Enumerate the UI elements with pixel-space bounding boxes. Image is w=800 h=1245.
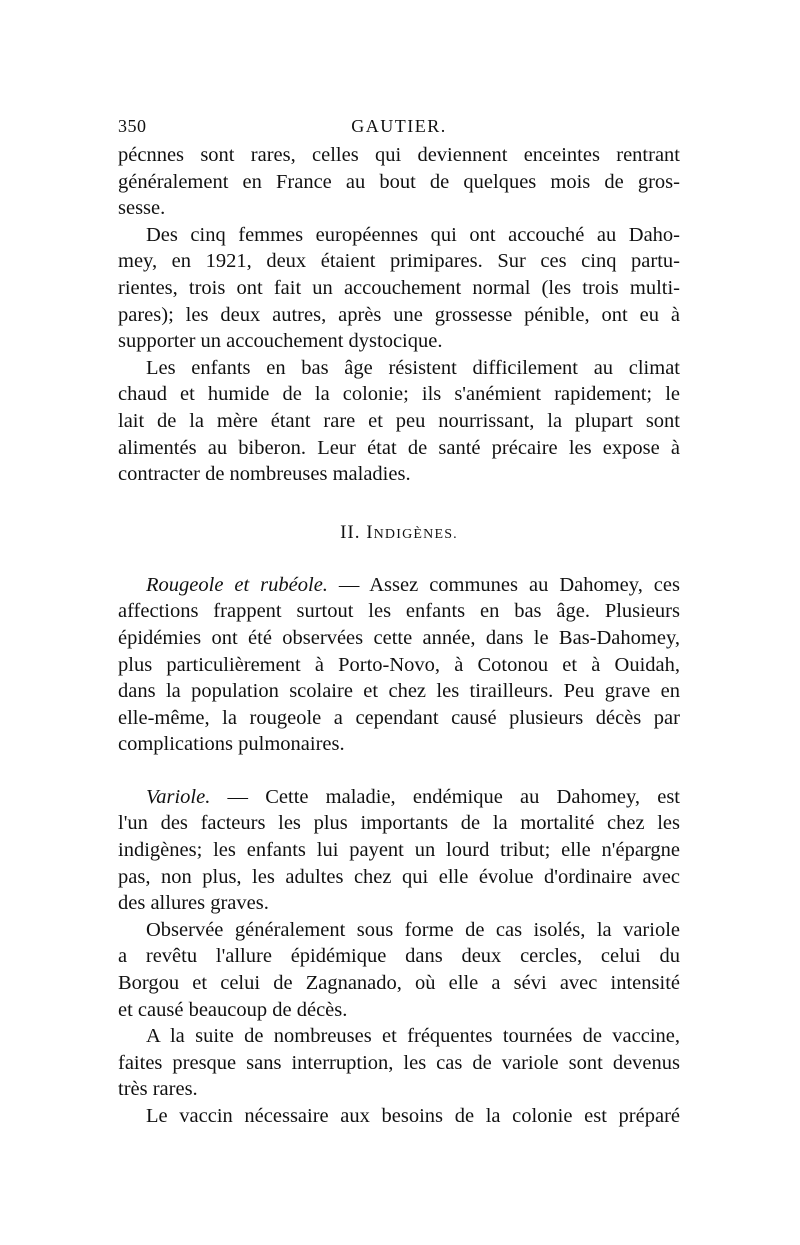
running-head: GAUTIER.: [351, 116, 447, 136]
section-heading: [118, 520, 680, 546]
text-line: mey, en 1921, deux étaient primipares. Sur ces cinq partu-: [118, 250, 680, 273]
text-line: faites presque sans interruption, les cas de variole sont devenus: [118, 1051, 680, 1074]
text-line: rientes, trois ont fait un accouchement normal (les trois multi-: [118, 276, 680, 299]
text-line: a revêtu l'allure épidémique dans deux cercles, celui du: [118, 945, 680, 968]
text-line: lait de la mère étant rare et peu nourrissant, la plupart sont: [118, 409, 680, 432]
text-line: [118, 572, 680, 599]
text-line: A la suite de nombreuses et fréquentes tournées de vaccine,: [146, 1025, 680, 1048]
paragraph-rougeole: [118, 572, 680, 758]
paragraph-vaccine: [118, 1023, 680, 1103]
rougeole-first-line: — Assez communes au Dahomey, ces: [327, 573, 680, 596]
text-line: chaud et humide de la colonie; ils s'anémient rapidement; le: [118, 383, 680, 406]
text-line: généralement en France au bout de quelques mois de gros-: [118, 170, 680, 193]
text-line: plus particulièrement à Porto-Novo, à Cotonou et à Ouidah,: [118, 653, 680, 676]
paragraph-gap: [118, 758, 680, 784]
text-line: des allures graves.: [118, 892, 269, 915]
paragraph-variole: [118, 784, 680, 917]
text-line: Les enfants en bas âge résistent difficilement au climat: [146, 356, 680, 379]
paragraph-observee: [118, 917, 680, 1023]
text-line: l'un des facteurs les plus importants de la mortalité chez les: [118, 812, 680, 835]
section-heading-smallcaps: NDIGÈNES.: [373, 526, 458, 542]
page-header: [118, 112, 680, 142]
text-line: dans la population scolaire et chez les tirailleurs. Peu grave en: [118, 680, 680, 703]
text-line: affections frappent surtout les enfants en bas âge. Plusieurs: [118, 600, 680, 623]
text-line: [118, 784, 680, 811]
text-line: contracter de nombreuses maladies.: [118, 463, 411, 486]
paragraph-europeennes: [118, 142, 680, 222]
book-page: [118, 112, 680, 1130]
paragraph-accouchements: [118, 222, 680, 355]
text-line: Le vaccin nécessaire aux besoins de la colonie est préparé: [146, 1105, 680, 1127]
text-line: alimentés au biberon. Leur état de santé précaire les expose à: [118, 436, 680, 459]
text-line: très rares.: [118, 1078, 198, 1101]
text-line: sesse.: [118, 197, 166, 220]
paragraph-enfants: [118, 355, 680, 488]
text-line: pas, non plus, les adultes chez qui elle évolue d'ordinaire avec: [118, 865, 680, 888]
text-line: Des cinq femmes européennes qui ont accouché au Daho-: [146, 223, 680, 246]
text-line: complications pulmonaires.: [118, 733, 345, 756]
text-line: pécnnes sont rares, celles qui deviennent enceintes rentrant: [118, 144, 680, 166]
variole-first-line: — Cette maladie, endémique au Dahomey, est: [210, 785, 680, 808]
paragraph-vaccin: [118, 1103, 680, 1130]
text-line: Borgou et celui de Zagnanado, où elle a sévi avec intensité: [118, 972, 680, 995]
text-line: elle-même, la rougeole a cependant causé plusieurs décès par: [118, 706, 680, 729]
text-line: épidémies ont été observées cette année, dans le Bas-Dahomey,: [118, 626, 680, 649]
rougeole-term: Rougeole et rubéole.: [146, 573, 328, 596]
text-line: supporter un accouchement dystocique.: [118, 330, 443, 353]
variole-term: Variole.: [146, 785, 211, 808]
section-heading-numeral: II. I: [340, 521, 374, 543]
text-line: indigènes; les enfants lui payent un lourd tribut; elle n'épargne: [118, 839, 680, 862]
text-line: Observée généralement sous forme de cas isolés, la variole: [146, 918, 680, 941]
page-number: 350: [118, 116, 147, 136]
text-line: et causé beaucoup de décès.: [118, 998, 348, 1021]
text-line: pares); les deux autres, après une grossesse pénible, ont eu à: [118, 303, 680, 326]
